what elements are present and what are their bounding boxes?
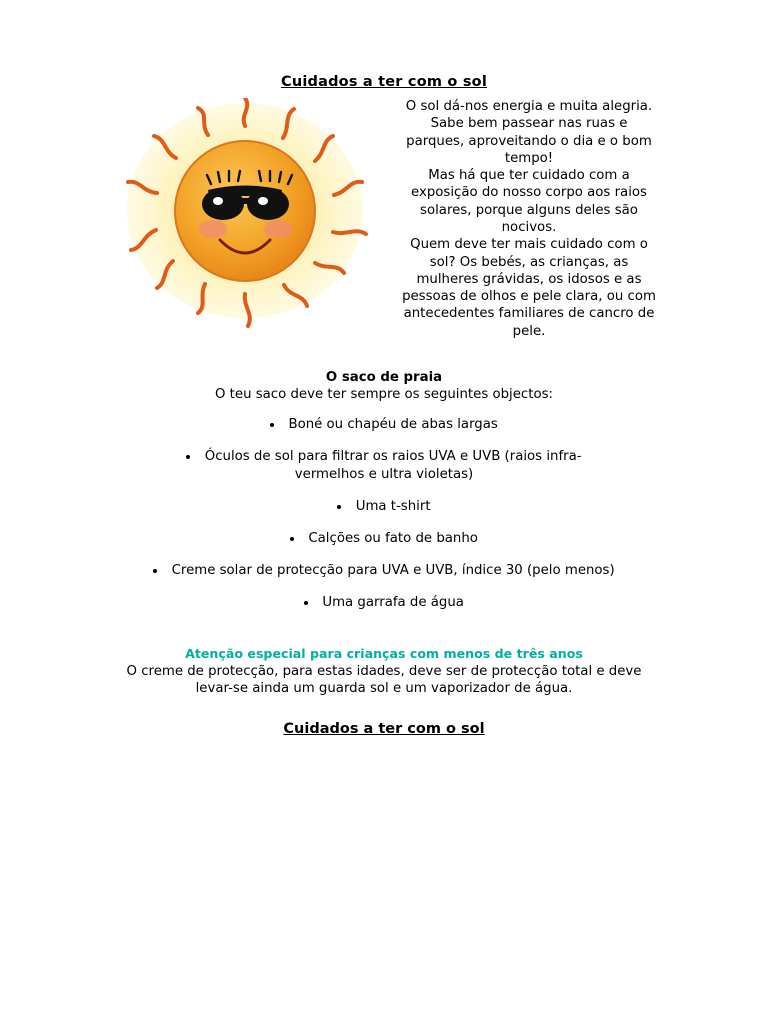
intro-line-2: Sabe bem passear nas ruas e parques, aproveitando o dia e o bom tempo! xyxy=(406,116,652,166)
attention-body: O creme de protecção, para estas idades, deve ser de protecção total e deve levar-se ainda um guarda sol e um vaporizador de água. xyxy=(126,663,642,696)
list-item: • Uma t-shirt xyxy=(112,498,656,516)
list-item: • Creme solar de protecção para UVA e UVB, índice 30 (pelo menos) xyxy=(112,562,656,580)
page-title-bottom: Cuidados a ter com o sol xyxy=(283,721,485,738)
list-item: • Uma garrafa de água xyxy=(112,594,656,612)
beach-bag-list xyxy=(112,416,656,612)
list-item: • Boné ou chapéu de abas largas xyxy=(112,416,656,434)
list-item: • Calções ou fato de banho xyxy=(112,530,656,548)
sun-illustration xyxy=(112,98,402,330)
page-title: Cuidados a ter com o sol xyxy=(280,74,487,90)
section-title-beach-bag: O saco de praia xyxy=(325,369,443,385)
sun-icon xyxy=(112,98,402,330)
section-subtitle-beach-bag: O teu saco deve ter sempre os seguintes objectos: xyxy=(214,386,553,402)
attention-heading: Atenção especial para crianças com menos de três anos xyxy=(185,645,583,661)
intro-line-1: O sol dá-nos energia e muita alegria. xyxy=(405,99,653,114)
intro-line-3: Mas há que ter cuidado com a exposição do nosso corpo aos raios solares, porque alguns deles são nocivos. xyxy=(411,168,647,235)
list-item: • Óculos de sol para filtrar os raios UVA e UVB (raios infra-vermelhos e ultra violetas) xyxy=(112,448,656,484)
intro-line-4: Quem deve ter mais cuidado com o sol? Os bebés, as crianças, as mulheres grávidas, os idosos e as pessoas de olhos e pele clara, ou com antecedentes familiares de cancro de pele. xyxy=(402,237,656,339)
